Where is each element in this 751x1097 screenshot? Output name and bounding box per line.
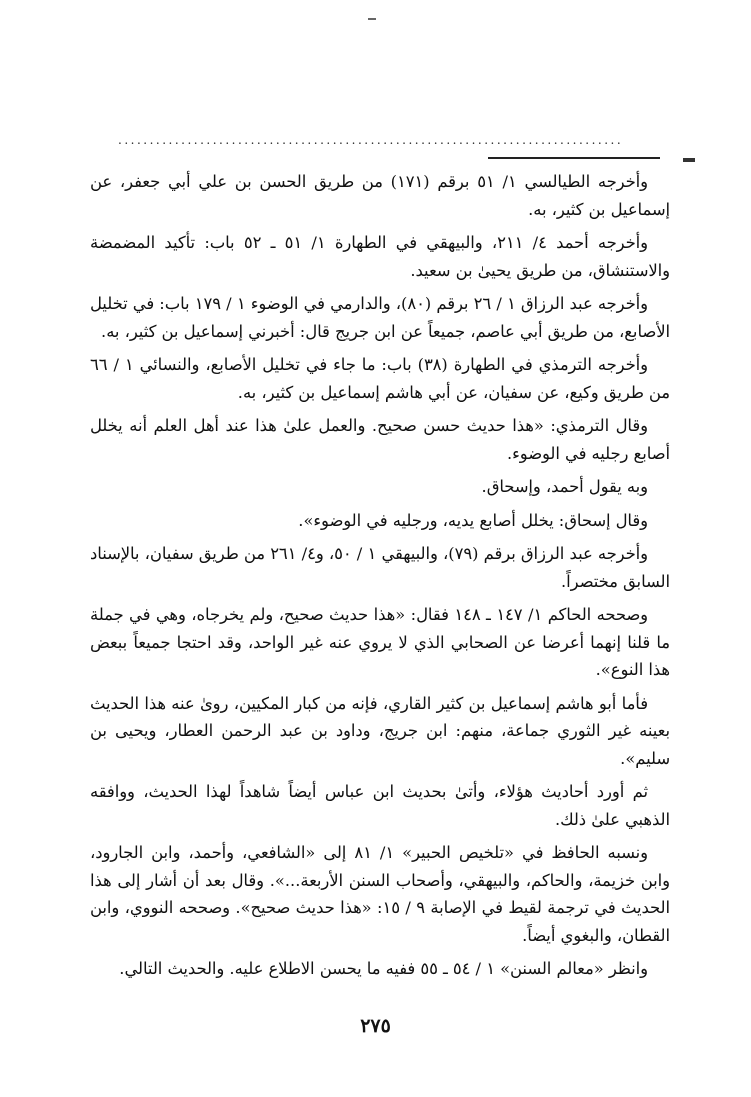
footnote-body — [90, 168, 670, 989]
footnote-paragraph: وأخرجه عبد الرزاق ١ / ٢٦ برقم (٨٠)، والدارمي في الوضوء ١ / ١٧٩ باب: في تخليل الأصابع، من طريق أبي عاصم، جميعاً عن ابن جريج قال: أخبرني إسماعيل بن كثير، به. — [90, 294, 670, 341]
footnote-rule — [488, 157, 660, 159]
footnote-paragraph: وأخرجه الطيالسي ١/ ٥١ برقم (١٧١) من طريق الحسن بن علي أبي جعفر، عن إسماعيل بن كثير، به. — [90, 172, 670, 219]
page-number: ٢٧٥ — [360, 1015, 391, 1037]
footnote-paragraph: وانظر «معالم السنن» ١ / ٥٤ ـ ٥٥ ففيه ما يحسن الاطلاع عليه. والحديث التالي. — [119, 959, 648, 978]
footnote-paragraph: وأخرجه أحمد ٤/ ٢١١، والبيهقي في الطهارة ١/ ٥١ ـ ٥٢ باب: تأكيد المضمضة والاستنشاق، من طريق يحيىٰ بن سعيد. — [90, 233, 670, 280]
footnote-paragraph: وصححه الحاكم ١/ ١٤٧ ـ ١٤٨ فقال: «هذا حديث صحيح، ولم يخرجاه، وهي في جملة ما قلنا إنهما أعرضا عن الصحابي الذي لا يروي عنه غير الواحد، وقد احتجا جميعاً ببعض هذا النوع». — [90, 605, 670, 679]
footnote-paragraph: فأما أبو هاشم إسماعيل بن كثير القاري، فإنه من كبار المكيين، روىٰ عنه هذا الحديث بعينه غير الثوري جماعة، منهم: ابن جريج، وداود بن عبد الرحمن العطار، ويحيى بن سليم». — [90, 693, 670, 768]
top-printer-mark — [368, 18, 376, 20]
dotted-separator: ................................................................................ — [118, 133, 624, 147]
footnote-paragraph: وقال الترمذي: «هذا حديث حسن صحيح. والعمل علىٰ هذا عند أهل العلم أنه يخلل أصابع رجليه في الوضوء. — [90, 416, 670, 463]
footnote-paragraph: ونسبه الحافظ في «تلخيص الحبير» ١/ ٨١ إلى «الشافعي، وأحمد، وابن الجارود، وابن خزيمة، والحاكم، والبيهقي، وأصحاب السنن الأربعة...». وقال بعد أن أشار إلى هذا الحديث في ترجمة لقيط في الإصابة ٩ / ١٥: «هذا حديث صحيح». وصححه النووي، وابن القطان، والبغوي أيضاً. — [90, 843, 670, 945]
footnote-paragraph: وبه يقول أحمد، وإسحاق. — [481, 477, 648, 496]
footnote-paragraph: وقال إسحاق: يخلل أصابع يديه، ورجليه في الوضوء». — [298, 510, 648, 530]
footnote-paragraph: وأخرجه عبد الرزاق برقم (٧٩)، والبيهقي ١ / ٥٠، و٤/ ٢٦١ من طريق سفيان، بالإسناد السابق مختصراً. — [90, 544, 670, 591]
footnote-paragraph: وأخرجه الترمذي في الطهارة (٣٨) باب: ما جاء في تخليل الأصابع، والنسائي ١ / ٦٦ من طريق وكيع، عن سفيان، عن أبي هاشم إسماعيل بن كثير، به. — [90, 355, 670, 402]
margin-marker — [683, 158, 695, 162]
footnote-paragraph: ثم أورد أحاديث هؤلاء، وأتىٰ بحديث ابن عباس أيضاً شاهداً لهذا الحديث، ووافقه الذهبي علىٰ ذلك. — [90, 782, 670, 829]
